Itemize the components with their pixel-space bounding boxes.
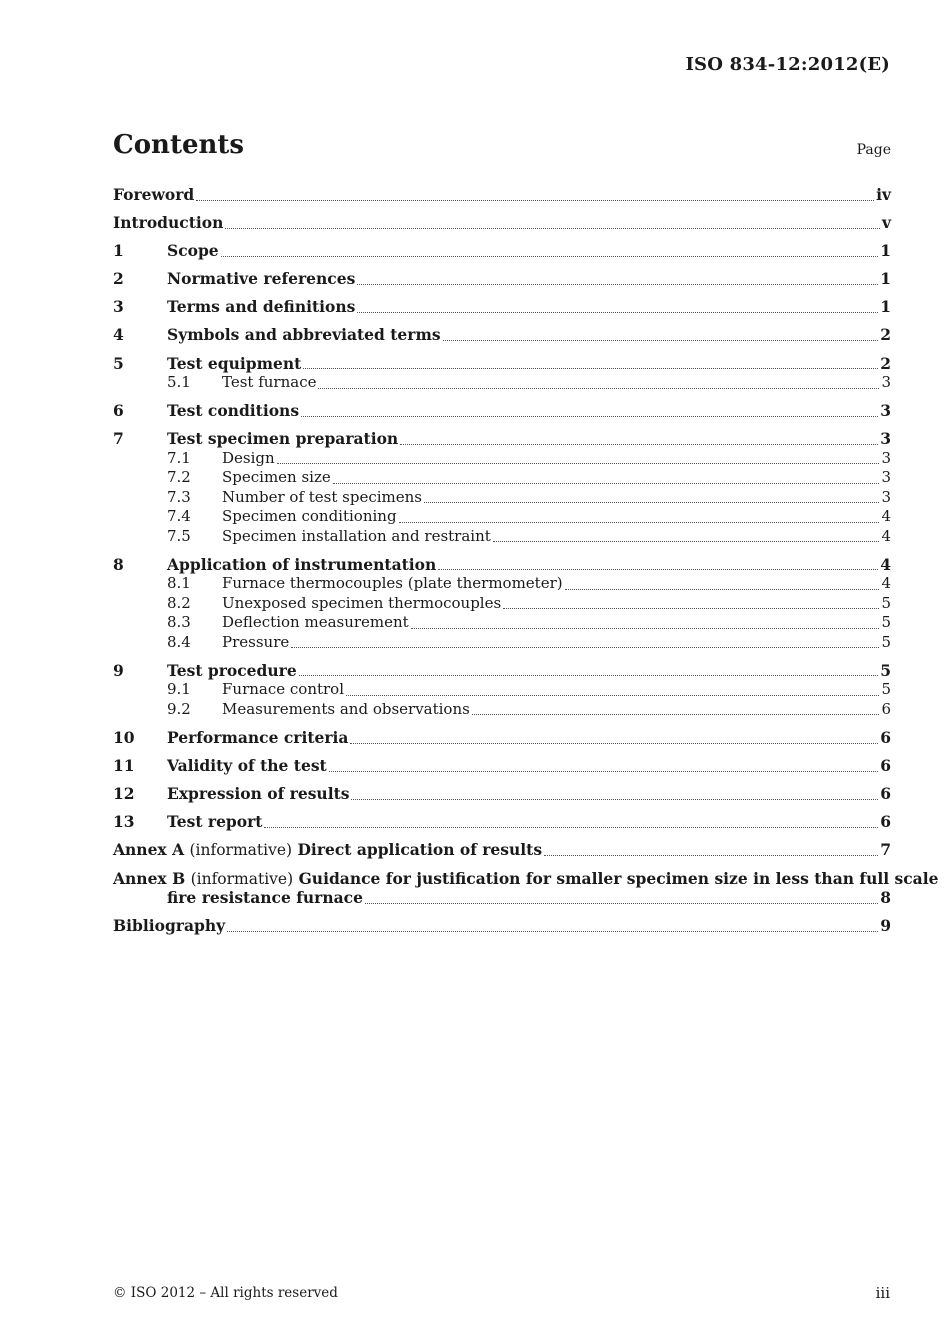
toc-title: Specimen installation and restraint	[222, 526, 491, 545]
toc-entry-9-1[interactable]	[113, 680, 891, 700]
toc-entry-3[interactable]	[113, 297, 891, 317]
toc-entry-6[interactable]	[113, 401, 891, 421]
toc-page: 5	[881, 680, 891, 699]
annex-type: (informative)	[190, 869, 294, 888]
toc-entry-annex-a[interactable]	[113, 840, 891, 860]
toc-number: 9.1	[167, 680, 191, 699]
toc-number: 12	[113, 784, 135, 804]
toc-title: Design	[222, 448, 275, 467]
toc-entry-11[interactable]	[113, 756, 891, 776]
contents-title: Contents	[113, 130, 245, 160]
copyright-notice: © ISO 2012 – All rights reserved	[113, 1285, 338, 1301]
toc-page: 5	[880, 660, 891, 680]
toc-number: 11	[113, 756, 135, 776]
toc-number: 7.1	[167, 448, 191, 467]
toc-entry-7-2[interactable]	[113, 468, 891, 488]
toc-page: 6	[880, 812, 891, 832]
toc-number: 5.1	[167, 373, 191, 392]
annex-label: Annex B	[113, 868, 186, 888]
annex-title-line2: fire resistance furnace	[167, 888, 363, 907]
toc-title: Specimen conditioning	[222, 507, 397, 526]
dot-leader	[357, 311, 878, 313]
toc-title: Scope	[167, 241, 219, 261]
dot-leader	[301, 415, 878, 417]
toc-number: 9.2	[167, 699, 191, 718]
toc-page: 6	[881, 699, 891, 718]
dot-leader	[291, 646, 879, 648]
toc-number: 4	[113, 325, 124, 345]
toc-number: 2	[113, 269, 124, 289]
toc-page: v	[881, 213, 891, 233]
toc-title: Application of instrumentation	[167, 554, 437, 574]
toc-title	[113, 840, 542, 861]
toc-number: 9	[113, 660, 124, 680]
dot-leader	[350, 742, 878, 744]
toc-number: 7.5	[167, 526, 191, 545]
toc-title: Measurements and observations	[222, 699, 470, 718]
toc-page: 7	[880, 840, 891, 860]
toc-entry-5-1[interactable]	[113, 373, 891, 393]
dot-leader	[365, 902, 878, 904]
toc-title: Validity of the test	[167, 756, 327, 776]
toc-page: 6	[880, 728, 891, 748]
toc-entry-annex-b[interactable]	[113, 868, 939, 908]
toc-title: Expression of results	[167, 784, 350, 804]
toc-title: Furnace thermocouples (plate thermometer)	[222, 574, 563, 593]
toc-page: 6	[880, 756, 891, 776]
toc-number: 5	[113, 353, 124, 373]
toc-page: 1	[880, 241, 891, 261]
toc-page: 3	[881, 487, 891, 506]
toc-entry-8-2[interactable]	[113, 594, 891, 614]
toc-entry-5[interactable]	[113, 354, 891, 374]
toc-title: Furnace control	[222, 680, 345, 699]
dot-leader	[443, 339, 879, 341]
toc-entry-8-3[interactable]	[113, 613, 891, 633]
dot-leader	[411, 627, 880, 629]
dot-leader	[357, 283, 878, 285]
annex-b-first-line	[113, 868, 939, 889]
dot-leader	[346, 694, 879, 696]
toc-entry-8-4[interactable]	[113, 633, 891, 653]
toc-entry-1[interactable]	[113, 241, 891, 261]
toc-entry-7[interactable]	[113, 429, 891, 449]
toc-title: Symbols and abbreviated terms	[167, 325, 441, 345]
toc-page: 4	[881, 574, 891, 593]
toc-page: 4	[881, 507, 891, 526]
toc-title: Test specimen preparation	[167, 429, 399, 449]
toc-page: 6	[880, 784, 891, 804]
toc-title: Number of test specimens	[222, 487, 423, 506]
toc-title: Pressure	[222, 632, 290, 651]
toc-number: 7.2	[167, 468, 191, 487]
dot-leader	[299, 674, 879, 676]
annex-label: Annex A	[113, 840, 185, 860]
toc-page: 3	[880, 401, 891, 421]
toc-page: 3	[881, 468, 891, 487]
toc-number: 6	[113, 401, 124, 421]
document-id: ISO 834-12:2012(E)	[685, 54, 890, 75]
toc-title: Bibliography	[113, 916, 226, 936]
toc-page: 3	[880, 429, 891, 449]
toc-entry-4[interactable]	[113, 325, 891, 345]
dot-leader	[565, 588, 880, 590]
annex-title-line1: Guidance for justification for smaller specimen size in less than full scale	[298, 868, 939, 888]
toc-entry-8[interactable]	[113, 555, 891, 575]
dot-leader	[221, 255, 879, 257]
toc-entry-13[interactable]	[113, 812, 891, 832]
annex-b-second-line	[167, 888, 891, 908]
toc-title: Test equipment	[167, 353, 302, 373]
toc-page: iv	[876, 185, 891, 204]
dot-leader	[329, 770, 878, 772]
toc-page: 4	[881, 526, 891, 545]
toc-title: Specimen size	[222, 468, 331, 487]
dot-leader	[196, 199, 874, 201]
toc-title: Test report	[167, 812, 263, 832]
toc-number: 1	[113, 241, 124, 261]
toc-entry-9-2[interactable]	[113, 700, 891, 720]
dot-leader	[318, 387, 879, 389]
dot-leader	[438, 568, 878, 570]
toc-page: 3	[881, 448, 891, 467]
toc-number: 8	[113, 554, 124, 574]
dot-leader	[264, 826, 878, 828]
toc-entry-8-1[interactable]	[113, 574, 891, 594]
toc-title: Normative references	[167, 269, 356, 289]
toc-entry-foreword[interactable]	[113, 185, 891, 205]
toc-number: 7	[113, 429, 124, 449]
dot-leader	[472, 713, 880, 715]
toc-number: 13	[113, 812, 135, 832]
toc-title: Test procedure	[167, 660, 297, 680]
toc-entry-7-3[interactable]	[113, 488, 891, 508]
toc-number: 8.1	[167, 574, 191, 593]
toc-entry-9[interactable]	[113, 661, 891, 681]
dot-leader	[277, 462, 880, 464]
toc-title: Introduction	[113, 213, 224, 233]
dot-leader	[400, 443, 878, 445]
toc-entry-bibliography[interactable]	[113, 916, 891, 936]
toc-number: 8.4	[167, 632, 191, 651]
dot-leader	[225, 227, 880, 229]
toc-entry-7-1[interactable]	[113, 449, 891, 469]
annex-type: (informative)	[189, 841, 293, 860]
toc-title: Test furnace	[222, 373, 317, 392]
toc-entry-2[interactable]	[113, 269, 891, 289]
toc-entry-introduction[interactable]	[113, 213, 891, 233]
toc-page: 2	[880, 353, 891, 373]
toc-number: 10	[113, 728, 135, 748]
toc-page: 1	[880, 297, 891, 317]
toc-entry-12[interactable]	[113, 784, 891, 804]
dot-leader	[227, 930, 878, 932]
toc-entry-7-5[interactable]	[113, 527, 891, 547]
dot-leader	[333, 482, 880, 484]
toc-title: Deflection measurement	[222, 613, 409, 632]
toc-title: Unexposed specimen thermocouples	[222, 593, 502, 612]
toc-page: 5	[881, 613, 891, 632]
toc-page: 1	[880, 269, 891, 289]
dot-leader	[351, 798, 878, 800]
dot-leader	[424, 501, 879, 503]
toc-title: Test conditions	[167, 401, 300, 421]
page-column-label: Page	[856, 142, 891, 158]
table-of-contents	[113, 185, 939, 936]
toc-entry-10[interactable]	[113, 728, 891, 748]
page-number: iii	[875, 1284, 890, 1302]
dot-leader	[503, 607, 879, 609]
dot-leader	[399, 521, 880, 523]
toc-page: 5	[881, 632, 891, 651]
toc-page: 2	[880, 325, 891, 345]
toc-number: 8.2	[167, 593, 191, 612]
toc-page: 4	[880, 554, 891, 574]
toc-number: 3	[113, 297, 124, 317]
toc-title: Terms and definitions	[167, 297, 356, 317]
toc-page: 5	[881, 593, 891, 612]
dot-leader	[493, 540, 880, 542]
dot-leader	[303, 367, 878, 369]
toc-number: 8.3	[167, 613, 191, 632]
contents-heading	[113, 130, 891, 170]
dot-leader	[544, 854, 878, 856]
toc-page: 9	[880, 916, 891, 936]
toc-page: 3	[881, 373, 891, 392]
toc-entry-7-4[interactable]	[113, 507, 891, 527]
toc-page: 8	[880, 888, 891, 907]
toc-number: 7.3	[167, 487, 191, 506]
toc-title: Foreword	[113, 185, 195, 204]
annex-title: Direct application of results	[297, 840, 543, 860]
toc-title: Performance criteria	[167, 728, 349, 748]
toc-number: 7.4	[167, 507, 191, 526]
